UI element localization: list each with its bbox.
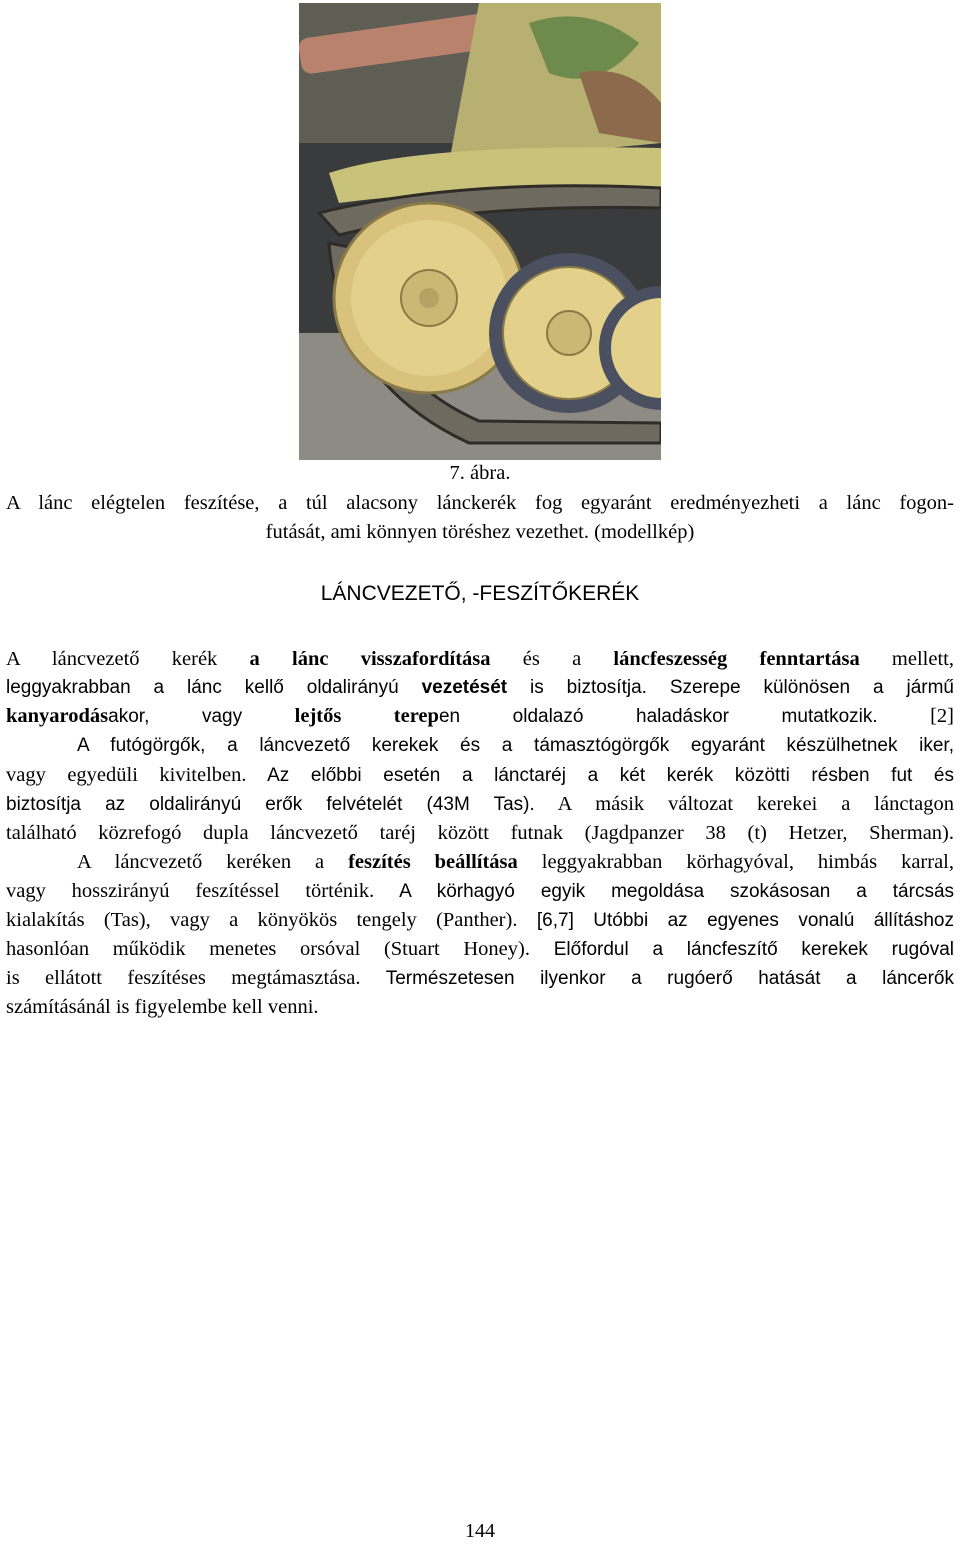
- body-line-10: kialakítás (Tas), vagy a könyökös tengely (Panther). [6,7] Utóbbi az egyenes vonalú állításhoz: [6, 909, 954, 931]
- figure-caption-line-1: A lánc elégtelen feszítése, a túl alacsony lánckerék fog egyaránt eredményezheti a lánc fogon-: [6, 492, 954, 514]
- body-line-9: vagy hosszirányú feszítéssel történik. A körhagyó egyik megoldása szokásosan a tárcsás: [6, 880, 955, 902]
- figure-number: 7. ábra.: [449, 462, 511, 484]
- body-line-3: kanyarodásakor, vagy lejtős terepen oldalazó haladáskor mutatkozik. [2]: [6, 705, 954, 727]
- body-line-5: vagy egyedüli kivitelben. Az előbbi esetén a lánctaréj a két kerék közötti résben fut és: [6, 764, 954, 786]
- body-line-8: A láncvezető keréken a feszítés beállítása leggyakrabban körhagyóval, himbás karral,: [77, 851, 955, 873]
- tank-model-photo: [299, 3, 661, 460]
- body-line-11: hasonlóan működik menetes orsóval (Stuart Honey). Előfordul a láncfeszítő kerekek rugóval: [6, 938, 954, 960]
- body-line-12: is ellátott feszítéses megtámasztása. Természetesen ilyenkor a rugóerő hatását a láncerők: [6, 967, 954, 989]
- section-heading: LÁNCVEZETŐ, -FESZÍTŐKERÉK: [320, 582, 640, 605]
- body-line-1: A láncvezető kerék a lánc visszafordítása és a láncfeszesség fenntartása mellett,: [6, 648, 954, 670]
- body-line-7: található közrefogó dupla láncvezető taréj között futnak (Jagdpanzer 38 (t) Hetzer, Sherman).: [6, 822, 954, 844]
- body-line-6: biztosítja az oldalirányú erők felvételét (43M Tas). A másik változat kerekei a lánctagon: [6, 793, 954, 815]
- page-number: 144: [465, 1520, 495, 1542]
- body-line-4: A futógörgők, a láncvezető kerekek és a támasztógörgők egyaránt készülhetnek iker,: [77, 735, 954, 756]
- body-line-13: számításánál is figyelembe kell venni.: [6, 996, 319, 1018]
- figure-caption-line-2: futását, ami könnyen töréshez vezethet. (modellkép): [265, 521, 695, 543]
- body-line-2: leggyakrabban a lánc kellő oldalirányú vezetését is biztosítja. Szerepe különösen a jármű: [6, 677, 954, 698]
